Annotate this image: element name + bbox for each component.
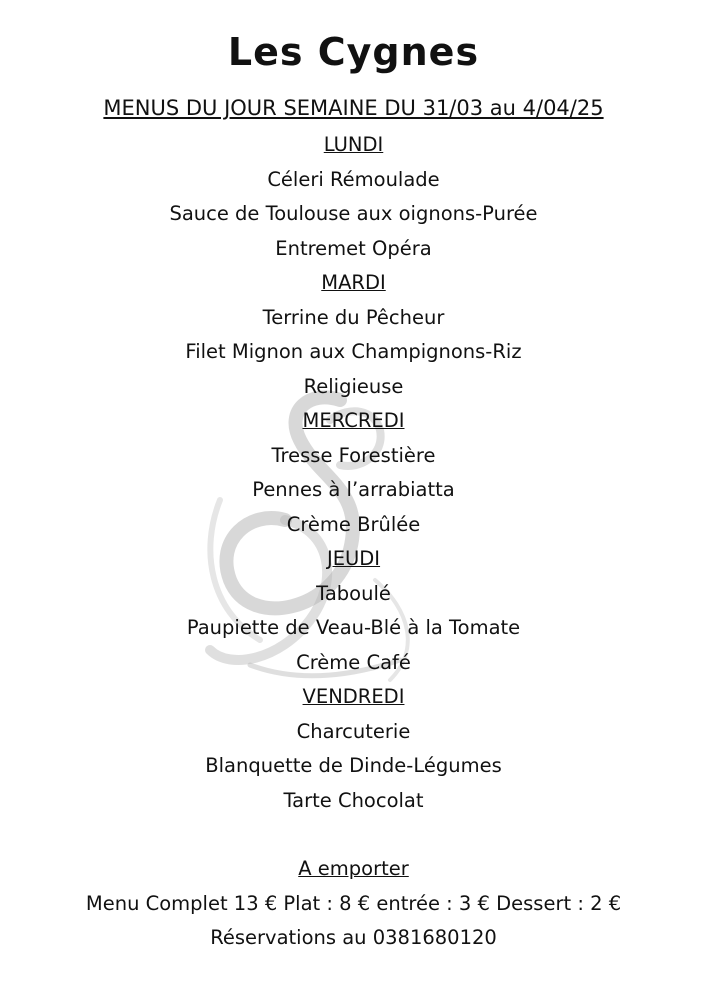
day-heading-jeudi: JEUDI bbox=[326, 547, 381, 570]
dish-item: Taboulé bbox=[316, 581, 391, 605]
dish-item: Tarte Chocolat bbox=[283, 788, 424, 812]
day-heading-mardi: MARDI bbox=[321, 271, 386, 294]
dish-item: Céleri Rémoulade bbox=[267, 167, 440, 191]
dish-item: Sauce de Toulouse aux oignons-Purée bbox=[169, 202, 538, 225]
dish-item: Pennes à l’arrabiatta bbox=[252, 478, 455, 501]
dish-item: Charcuterie bbox=[296, 719, 411, 743]
dish-item: Paupiette de Veau-Blé à la Tomate bbox=[186, 616, 521, 639]
menu-list bbox=[0, 128, 707, 818]
reservation-phone: Réservations au 0381680120 bbox=[210, 926, 497, 949]
restaurant-name: Les Cygnes bbox=[227, 30, 480, 74]
day-heading-lundi: LUNDI bbox=[323, 133, 384, 156]
day-heading-vendredi: VENDREDI bbox=[302, 685, 405, 708]
menu-week-heading: MENUS DU JOUR SEMAINE DU 31/03 au 4/04/25 bbox=[103, 96, 604, 120]
dish-item: Tresse Forestière bbox=[271, 443, 436, 467]
day-heading-mercredi: MERCREDI bbox=[302, 409, 405, 432]
dish-item: Crème Café bbox=[296, 650, 411, 674]
footer bbox=[0, 852, 707, 956]
takeaway-heading: A emporter bbox=[298, 857, 409, 880]
dish-item: Terrine du Pêcheur bbox=[262, 305, 445, 329]
dish-item: Blanquette de Dinde-Légumes bbox=[205, 754, 502, 777]
dish-item: Entremet Opéra bbox=[275, 236, 432, 260]
dish-item: Crème Brûlée bbox=[286, 512, 421, 536]
dish-item: Filet Mignon aux Champignons-Riz bbox=[185, 340, 522, 363]
takeaway-prices: Menu Complet 13 € Plat : 8 € entrée : 3 € Dessert : 2 € bbox=[85, 891, 622, 915]
dish-item: Religieuse bbox=[303, 374, 404, 398]
